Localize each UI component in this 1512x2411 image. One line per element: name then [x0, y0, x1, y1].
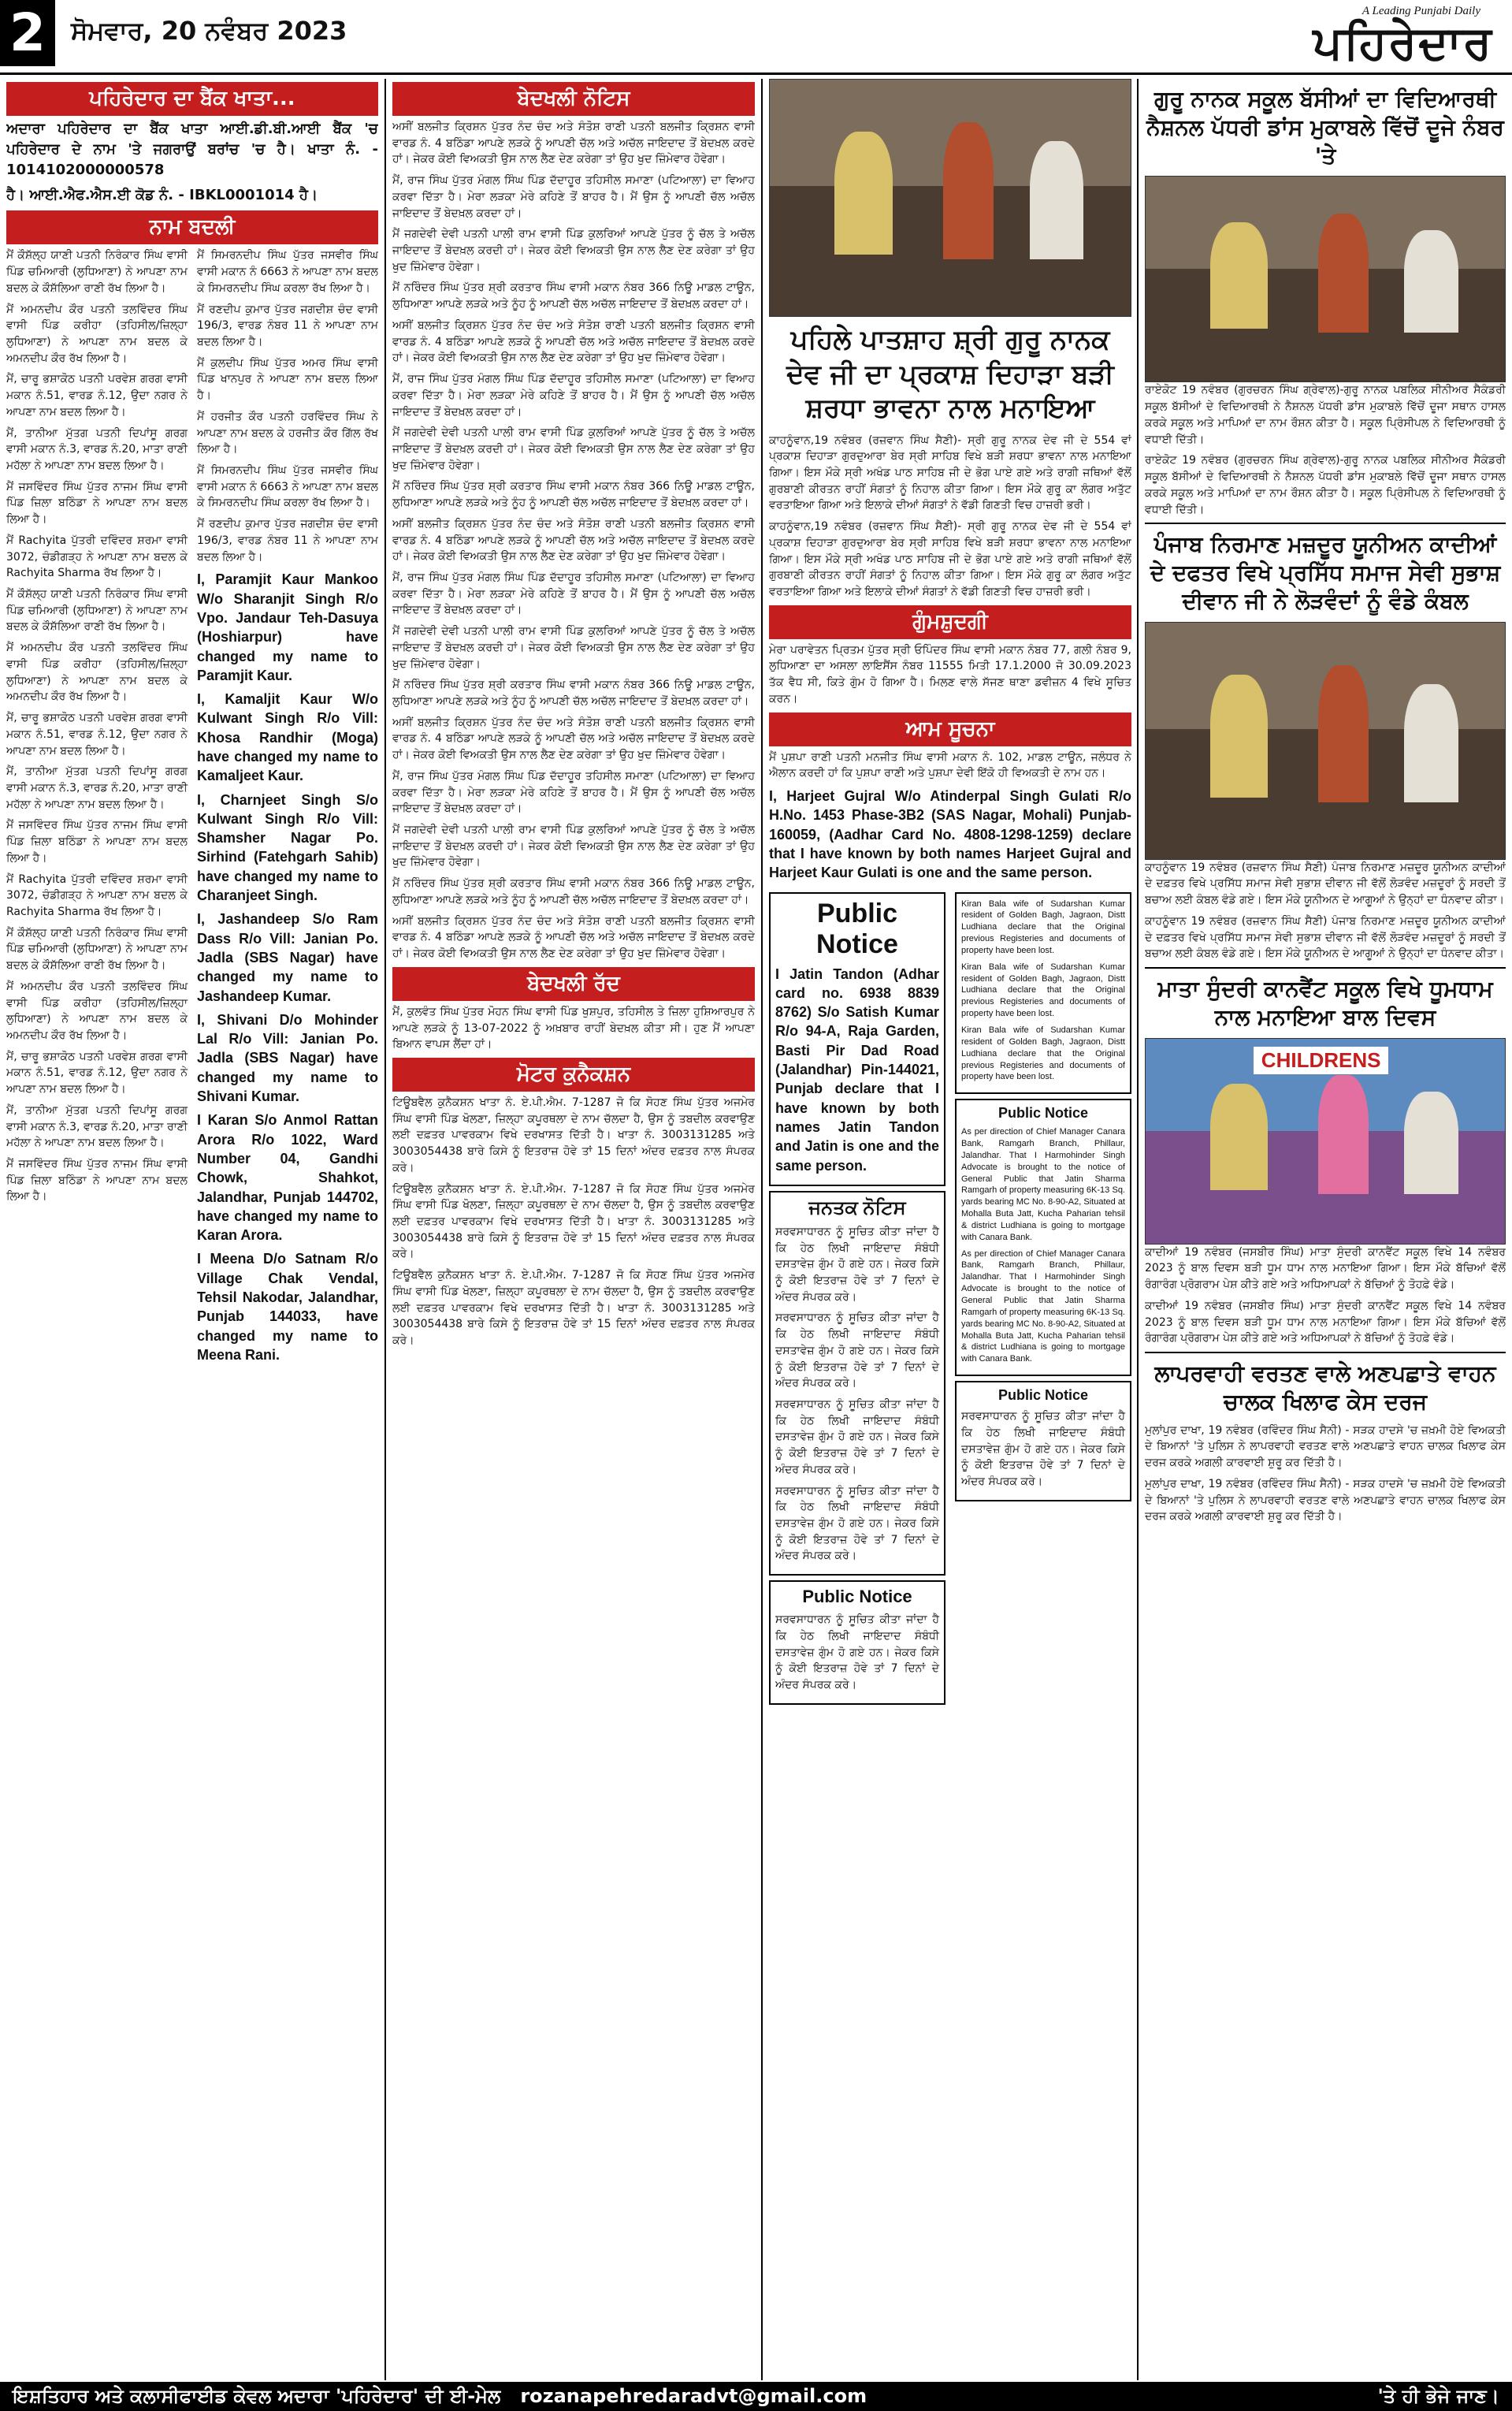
public-notice-title: Public Notice [816, 898, 898, 959]
article-body: ਰਾਏਕੋਟ 19 ਨਵੰਬਰ (ਗੁਰਚਰਨ ਸਿੰਘ ਗ੍ਰੇਵਾਲ)-ਗੁਰੂ ਨਾਨਕ ਪਬਲਿਕ ਸੀਨੀਅਰ ਸੈਕੰਡਰੀ ਸਕੂਲ ਬੱਸੀਆਂ ਦੇ ਵਿਦਿਆਰਥੀ ਨੇ ਨੈਸ਼ਨਲ ਪੱਧਰੀ ਡਾਂਸ ਮੁਕਾਬਲੇ ਵਿੱਚੋਂ ਦੂਜਾ ਸਥਾਨ ਹਾਸਲ ਕਰਕੇ ਸਕੂਲ ਅਤੇ ਮਾਪਿਆਂ ਦਾ ਨਾਮ ਰੌਸ਼ਨ ਕੀਤਾ ਹੈ। ਸਕੂਲ ਪ੍ਰਿੰਸੀਪਲ ਨੇ ਵਿਦਿਆਰਥੀ ਨੂੰ ਵਧਾਈ ਦਿੱਤੀ। [1145, 454, 1506, 516]
gurpurab-headline: ਪਹਿਲੇ ਪਾਤਸ਼ਾਹ ਸ਼੍ਰੀ ਗੁਰੂ ਨਾਨਕ ਦੇਵ ਜੀ ਦਾ ਪ੍ਰਕਾਸ਼ ਦਿਹਾੜਾ ਬੜੀ ਸ਼ਰਧਾ ਭਾਵਨਾ ਨਾਲ ਮਨਾਇਆ [786, 324, 1114, 425]
eviction-notice-title: ਬੇਦਖਲੀ ਨੋਟਿਸ [392, 82, 755, 116]
public-notices-right [955, 887, 1131, 1710]
list-item: ਮੈਂ ਸਿਮਰਨਦੀਪ ਸਿੰਘ ਪੁੱਤਰ ਜਸਵੀਰ ਸਿੰਘ ਵਾਸੀ ਮਕਾਨ ਨੰ 6663 ਨੇ ਆਪਣਾ ਨਾਮ ਬਦਲ ਕੇ ਸਿਮਰਨਦੀਪ ਸਿੰਘ ਕਰਲਾ ਰੱਖ ਲਿਆ ਹੈ। [197, 464, 378, 510]
notice-paragraph: ਮੈਂ ਜਗਦੇਵੀ ਦੇਵੀ ਪਤਨੀ ਪਾਲੀ ਰਾਮ ਵਾਸੀ ਪਿੰਡ ਕੁਲਰਿਆਂ ਆਪਣੇ ਪੁੱਤਰ ਨੂੰ ਚੱਲ ਤੇ ਅਚੱਲ ਜਾਇਦਾਦ ਤੋਂ ਬੇਦਖ਼ਲ ਕਰਦੀ ਹਾਂ। ਜੇਕਰ ਕੋਈ ਵਿਅਕਤੀ ਉਸ ਨਾਲ ਲੈਣ ਦੇਣ ਕਰੇਗਾ ਤਾਂ ਉਹ ਖੁਦ ਜ਼ਿੰਮੇਵਾਰ ਹੋਵੇਗਾ। [392, 625, 755, 671]
english-notice: I Karan S/o Anmol Rattan Arora R/o 1022, Ward Number 04, Gandhi Chowk, Shahkot, Jalandhar, Punjab 144702, have changed my name to Karan Arora. [197, 1112, 378, 1244]
name-change-title: ਨਾਮ ਬਦਲੀ [6, 210, 378, 244]
bank-account-line: ਅਦਾਰਾ ਪਹਿਰੇਦਾਰ ਦਾ ਬੈਂਕ ਖਾਤਾ ਆਈ.ਡੀ.ਬੀ.ਆਈ ਬੈਂਕ 'ਚ ਪਹਿਰੇਦਾਰ ਦੇ ਨਾਮ 'ਤੇ ਜਗਰਾਉਂ ਬਰਾਂਚ 'ਚ ਹੈ। ਖਾਤਾ ਨੰ. - 1014102000000578 [6, 121, 378, 179]
english-notice: I, Shivani D/o Mohinder Lal R/o Vill: Janian Po. Jadla (SBS Nagar) have changed my name to Shivani Kumar. [197, 1011, 378, 1105]
list-item: ਮੈਂ ਕੁਲਦੀਪ ਸਿੰਘ ਪੁੱਤਰ ਅਮਰ ਸਿੰਘ ਵਾਸੀ ਪਿੰਡ ਖਾਨਪੁਰ ਨੇ ਆਪਣਾ ਨਾਮ ਬਦਲ ਲਿਆ ਹੈ। [197, 356, 378, 403]
article-body: ਕਾਹਨੂੰਵਾਨ 19 ਨਵੰਬਰ (ਰਜ਼ਵਾਨ ਸਿੰਘ ਸੈਣੀ) ਪੰਜਾਬ ਨਿਰਮਾਣ ਮਜ਼ਦੂਰ ਯੂਨੀਅਨ ਕਾਦੀਆਂ ਦੇ ਦਫ਼ਤਰ ਵਿਖੇ ਪ੍ਰਸਿੱਧ ਸਮਾਜ ਸੇਵੀ ਸੁਭਾਸ਼ ਦੀਵਾਨ ਜੀ ਵੱਲੋਂ ਲੋੜਵੰਦ ਮਜ਼ਦੂਰਾਂ ਨੂੰ ਸਰਦੀ ਤੋਂ ਬਚਾਅ ਲਈ ਕੰਬਲ ਵੰਡੇ ਗਏ। ਇਸ ਮੌਕੇ ਯੂਨੀਅਨ ਦੇ ਆਗੂਆਂ ਨੇ ਉਨ੍ਹਾਂ ਦਾ ਧੰਨਵਾਦ ਕੀਤਾ। [1145, 861, 1506, 907]
english-notice: I Meena D/o Satnam R/o Village Chak Vendal, Tehsil Nakodar, Jalandhar, Punjab 144033, have changed my name to Meena Rani. [197, 1251, 378, 1363]
janatak-notice-text: ਸਰਵਸਾਧਾਰਨ ਨੂੰ ਸੂਚਿਤ ਕੀਤਾ ਜਾਂਦਾ ਹੈ ਕਿ ਹੇਠ ਲਿਖੀ ਜਾਇਦਾਦ ਸੰਬੰਧੀ ਦਸਤਾਵੇਜ਼ ਗੁੰਮ ਹੋ ਗਏ ਹਨ। ਜੇਕਰ ਕਿਸੇ ਨੂੰ ਕੋਈ ਇਤਰਾਜ਼ ਹੋਵੇ ਤਾਂ 7 ਦਿਨਾਂ ਦੇ ਅੰਦਰ ਸੰਪਰਕ ਕਰੇ। [775, 1225, 939, 1304]
footer-left-text: ਇਸ਼ਤਿਹਾਰ ਅਤੇ ਕਲਾਸੀਫਾਈਡ ਕੇਵਲ ਅਦਾਰਾ 'ਪਹਿਰੇਦਾਰ' ਦੀ ਈ-ਮੇਲ [13, 2385, 501, 2407]
janatak-notice-box [769, 1191, 945, 1576]
public-notice-text: Kiran Bala wife of Sudarshan Kumar resident of Golden Bagh, Jagraon, Distt Ludhiana declare that the Original previous Registeries and documents of property have been lost. [961, 899, 1125, 955]
article-body: ਕਾਹਨੂੰਵਾਨ,19 ਨਵੰਬਰ (ਰਜ਼ਵਾਨ ਸਿੰਘ ਸੈਣੀ)- ਸ੍ਰੀ ਗੁਰੂ ਨਾਨਕ ਦੇਵ ਜੀ ਦੇ 554 ਵਾਂ ਪ੍ਰਕਾਸ਼ ਦਿਹਾੜਾ ਗੁਰਦੁਆਰਾ ਬੇਰ ਸ੍ਰੀ ਸਾਹਿਬ ਵਿਖੇ ਬੜੀ ਸ਼ਰਧਾ ਭਾਵਨਾ ਨਾਲ ਮਨਾਇਆ ਗਿਆ। ਇਸ ਮੌਕੇ ਸ੍ਰੀ ਅਖੰਡ ਪਾਠ ਸਾਹਿਬ ਜੀ ਦੇ ਭੋਗ ਪਾਏ ਗਏ ਅਤੇ ਰਾਗੀ ਜਥਿਆਂ ਵੱਲੋਂ ਗੁਰਬਾਣੀ ਕੀਰਤਨ ਰਾਹੀਂ ਸੰਗਤਾਂ ਨੂੰ ਨਿਹਾਲ ਕੀਤਾ ਗਿਆ। ਇਸ ਮੌਕੇ ਗੁਰੂ ਕਾ ਲੰਗਰ ਅਤੁੱਟ ਵਰਤਾਇਆ ਗਿਆ ਅਤੇ ਇਲਾਕੇ ਦੀਆਂ ਸੰਗਤਾਂ ਨੇ ਵੱਡੀ ਗਿਣਤੀ ਵਿਚ ਹਾਜ਼ਰੀ ਭਰੀ। [769, 433, 1131, 512]
school-dance-headline: ਗੁਰੂ ਨਾਨਕ ਸਕੂਲ ਬੱਸੀਆਂ ਦਾ ਵਿਦਿਆਰਥੀ ਨੈਸ਼ਨਲ ਪੱਧਰੀ ਡਾਂਸ ਮੁਕਾਬਲੇ ਵਿੱਚੋਂ ਦੂਜੇ ਨੰਬਰ 'ਤੇ [1146, 86, 1504, 169]
english-notice: I, Kamaljit Kaur W/o Kulwant Singh R/o Vill: Khosa Randhir (Moga) have changed my name to Kamaljeet Kaur. [197, 691, 378, 784]
school-dance-photo [1145, 176, 1506, 382]
advertising-footer [0, 2382, 1512, 2411]
public-notice-text: ਸਰਵਸਾਧਾਰਨ ਨੂੰ ਸੂਚਿਤ ਕੀਤਾ ਜਾਂਦਾ ਹੈ ਕਿ ਹੇਠ ਲਿਖੀ ਜਾਇਦਾਦ ਸੰਬੰਧੀ ਦਸਤਾਵੇਜ਼ ਗੁੰਮ ਹੋ ਗਏ ਹਨ। ਜੇਕਰ ਕਿਸੇ ਨੂੰ ਕੋਈ ਇਤਰਾਜ਼ ਹੋਵੇ ਤਾਂ 7 ਦਿਨਾਂ ਦੇ ਅੰਦਰ ਸੰਪਰਕ ਕਰੇ। [961, 1410, 1125, 1488]
public-notice-title: Public Notice [997, 1105, 1089, 1122]
notice-paragraph: ਮੈਂ, ਕੁਲਵੰਤ ਸਿੰਘ ਪੁੱਤਰ ਮੋਹਨ ਸਿੰਘ ਵਾਸੀ ਪਿੰਡ ਖੁਸ਼ਪੁਰ, ਤਹਿਸੀਲ ਤੇ ਜ਼ਿਲਾ ਹੁਸ਼ਿਆਰਪੁਰ ਨੇ ਆਪਣੇ ਲੜਕੇ ਨੂੰ 13-07-2022 ਨੂੰ ਅਖ਼ਬਾਰ ਰਾਹੀਂ ਬੇਦਖ਼ਲ ਕੀਤਾ ਸੀ। ਹੁਣ ਮੈਂ ਆਪਣਾ ਬਿਆਨ ਵਾਪਸ ਲੈਂਦਾ ਹਾਂ। [392, 1005, 755, 1051]
notice-paragraph: ਮੈਂ, ਰਾਜ ਸਿੰਘ ਪੁੱਤਰ ਮੰਗਲ ਸਿੰਘ ਪਿੰਡ ਦੱਦਾਹੂਰ ਤਹਿਸੀਲ ਸਮਾਣਾ (ਪਟਿਆਲਾ) ਦਾ ਵਿਆਹ ਕਰਵਾ ਦਿੱਤਾ ਹੈ। ਮੇਰਾ ਲੜਕਾ ਮੇਰੇ ਕਹਿਣੇ ਤੋਂ ਬਾਹਰ ਹੈ। ਮੈਂ ਉਸ ਨੂੰ ਆਪਣੀ ਚੱਲ ਅਚੱਲ ਜਾਇਦਾਦ ਤੋਂ ਬੇਦਖ਼ਲ ਕਰਦਾ ਹਾਂ। [392, 373, 755, 419]
janatak-notice-text: ਸਰਵਸਾਧਾਰਨ ਨੂੰ ਸੂਚਿਤ ਕੀਤਾ ਜਾਂਦਾ ਹੈ ਕਿ ਹੇਠ ਲਿਖੀ ਜਾਇਦਾਦ ਸੰਬੰਧੀ ਦਸਤਾਵੇਜ਼ ਗੁੰਮ ਹੋ ਗਏ ਹਨ। ਜੇਕਰ ਕਿਸੇ ਨੂੰ ਕੋਈ ਇਤਰਾਜ਼ ਹੋਵੇ ਤਾਂ 7 ਦਿਨਾਂ ਦੇ ਅੰਦਰ ਸੰਪਰਕ ਕਰੇ। [775, 1397, 939, 1476]
name-change-right [197, 247, 378, 1369]
list-item: ਮੈਂ Rachyita ਪੁੱਤਰੀ ਦਵਿੰਦਰ ਸ਼ਰਮਾ ਵਾਸੀ 3072, ਚੰਡੀਗੜ੍ਹ ਨੇ ਆਪਣਾ ਨਾਮ ਬਦਲ ਕੇ Rachyita Sharma ਰੱਖ ਲਿਆ ਹੈ। [6, 534, 188, 580]
notice-paragraph: ਮੈਂ ਜਗਦੇਵੀ ਦੇਵੀ ਪਤਨੀ ਪਾਲੀ ਰਾਮ ਵਾਸੀ ਪਿੰਡ ਕੁਲਰਿਆਂ ਆਪਣੇ ਪੁੱਤਰ ਨੂੰ ਚੱਲ ਤੇ ਅਚੱਲ ਜਾਇਦਾਦ ਤੋਂ ਬੇਦਖ਼ਲ ਕਰਦੀ ਹਾਂ। ਜੇਕਰ ਕੋਈ ਵਿਅਕਤੀ ਉਸ ਨਾਲ ਲੈਣ ਦੇਣ ਕਰੇਗਾ ਤਾਂ ਉਹ ਖੁਦ ਜ਼ਿੰਮੇਵਾਰ ਹੋਵੇਗਾ। [392, 228, 755, 273]
notices-column [392, 79, 755, 2376]
list-item: ਮੈਂ ਜਸਵਿੰਦਰ ਸਿੰਘ ਪੁੱਤਰ ਨਾਜਮ ਸਿੰਘ ਵਾਸੀ ਪਿੰਡ ਜ਼ਿਲਾ ਬਠਿੰਡਾ ਨੇ ਆਪਣਾ ਨਾਮ ਬਦਲ ਲਿਆ ਹੈ। [6, 1158, 188, 1204]
public-notice-text: ਸਰਵਸਾਧਾਰਨ ਨੂੰ ਸੂਚਿਤ ਕੀਤਾ ਜਾਂਦਾ ਹੈ ਕਿ ਹੇਠ ਲਿਖੀ ਜਾਇਦਾਦ ਸੰਬੰਧੀ ਦਸਤਾਵੇਜ਼ ਗੁੰਮ ਹੋ ਗਏ ਹਨ। ਜੇਕਰ ਕਿਸੇ ਨੂੰ ਕੋਈ ਇਤਰਾਜ਼ ਹੋਵੇ ਤਾਂ 7 ਦਿਨਾਂ ਦੇ ਅੰਦਰ ਸੰਪਰਕ ਕਰੇ। [775, 1613, 939, 1692]
motor-connection-title: ਮੋਟਰ ਕੁਨੈਕਸ਼ਨ [392, 1058, 755, 1092]
list-item: ਮੈਂ ਅਮਨਦੀਪ ਕੌਰ ਪਤਨੀ ਤਲਵਿੰਦਰ ਸਿੰਘ ਵਾਸੀ ਪਿੰਡ ਕਰੀਹਾ (ਤਹਿਸੀਲ/ਜ਼ਿਲ੍ਹਾ ਲੁਧਿਆਣਾ) ਨੇ ਆਪਣਾ ਨਾਮ ਬਦਲ ਕੇ ਅਮਨਦੀਪ ਕੌਰ ਰੱਖ ਲਿਆ ਹੈ। [6, 303, 188, 365]
name-change-listing [6, 247, 378, 1369]
list-item: ਮੈਂ, ਤਾਨੀਆ ਮੁੱਤਗ ਪਤਨੀ ਦਿਪਾਂਸੂ ਗਰਗ ਵਾਸੀ ਮਕਾਨ ਨੰ.3, ਵਾਰਡ ਨੰ.20, ਮਾਤਾ ਰਾਣੀ ਮਹੱਲਾ ਨੇ ਆਪਣਾ ਨਾਮ ਬਦਲ ਲਿਆ ਹੈ। [6, 426, 188, 472]
notice-paragraph: ਟਿਊਬਵੈਲ ਕੁਨੈਕਸ਼ਨ ਖਾਤਾ ਨੰ. ਏ.ਪੀ.ਐਮ. 7-1287 ਜੋ ਕਿ ਸੋਹਣ ਸਿੰਘ ਪੁੱਤਰ ਅਜਮੇਰ ਸਿੰਘ ਵਾਸੀ ਪਿੰਡ ਖੋਲਣਾ, ਜ਼ਿਲ੍ਹਾ ਕਪੂਰਥਲਾ ਦੇ ਨਾਮ ਚੱਲਦਾ ਹੈ, ਉਸ ਨੂੰ ਤਬਦੀਲ ਕਰਵਾਉਣ ਲਈ ਦਫ਼ਤਰ ਪਾਵਰਕਾਮ ਵਿਖੇ ਦਰਖਾਸਤ ਦਿੱਤੀ ਹੈ। ਖਾਤਾ ਨੰ. 3003131285 ਅਤੇ 3003054438 ਬਾਰੇ ਕਿਸੇ ਨੂੰ ਇਤਰਾਜ਼ ਹੋਵੇ ਤਾਂ 15 ਦਿਨਾਂ ਅੰਦਰ ਦਫ਼ਤਰ ਨਾਲ ਸੰਪਰਕ ਕਰੇ। [392, 1182, 755, 1261]
notice-paragraph: ਮੈਂ, ਰਾਜ ਸਿੰਘ ਪੁੱਤਰ ਮੰਗਲ ਸਿੰਘ ਪਿੰਡ ਦੱਦਾਹੂਰ ਤਹਿਸੀਲ ਸਮਾਣਾ (ਪਟਿਆਲਾ) ਦਾ ਵਿਆਹ ਕਰਵਾ ਦਿੱਤਾ ਹੈ। ਮੇਰਾ ਲੜਕਾ ਮੇਰੇ ਕਹਿਣੇ ਤੋਂ ਬਾਹਰ ਹੈ। ਮੈਂ ਉਸ ਨੂੰ ਆਪਣੀ ਚੱਲ ਅਚੱਲ ਜਾਇਦਾਦ ਤੋਂ ਬੇਦਖ਼ਲ ਕਰਦਾ ਹਾਂ। [392, 174, 755, 220]
page-header [0, 0, 1512, 75]
issue-date: ਸੋਮਵਾਰ, 20 ਨਵੰਬਰ 2023 [71, 16, 347, 46]
classifieds-column [6, 79, 378, 2376]
list-item: ਮੈਂ, ਚਾਰੂ ਭਸ਼ਾਕੋਠ ਪਤਨੀ ਪਰਵੇਸ਼ ਗਰਗ ਵਾਸੀ ਮਕਾਨ ਨੰ.51, ਵਾਰਡ ਨੰ.12, ਉਦਾ ਨਗਰ ਨੇ ਆਪਣਾ ਨਾਮ ਬਦਲ ਲਿਆ ਹੈ। [6, 712, 188, 757]
page-number: 2 [0, 0, 55, 66]
list-item: ਮੈਂ ਅਮਨਦੀਪ ਕੌਰ ਪਤਨੀ ਤਲਵਿੰਦਰ ਸਿੰਘ ਵਾਸੀ ਪਿੰਡ ਕਰੀਹਾ (ਤਹਿਸੀਲ/ਜ਼ਿਲ੍ਹਾ ਲੁਧਿਆਣਾ) ਨੇ ਆਪਣਾ ਨਾਮ ਬਦਲ ਕੇ ਅਮਨਦੀਪ ਕੌਰ ਰੱਖ ਲਿਆ ਹੈ। [6, 642, 188, 704]
notice-paragraph: ਅਸੀਂ ਬਲਜੀਤ ਕ੍ਰਿਸ਼ਨ ਪੁੱਤਰ ਨੰਦ ਚੰਦ ਅਤੇ ਸੰਤੋਸ਼ ਰਾਣੀ ਪਤਨੀ ਬਲਜੀਤ ਕ੍ਰਿਸ਼ਨ ਵਾਸੀ ਵਾਰਡ ਨੰ. 4 ਬਠਿੰਡਾ ਆਪਣੇ ਲੜਕੇ ਨੂੰ ਆਪਣੀ ਚੱਲ ਅਤੇ ਅਚੱਲ ਜਾਇਦਾਦ ਤੋਂ ਬੇਦਖ਼ਲ ਕਰਦੇ ਹਾਂ। ਜੇਕਰ ਕੋਈ ਵਿਅਕਤੀ ਉਸ ਨਾਲ ਲੈਣ ਦੇਣ ਕਰੇਗਾ ਤਾਂ ਉਹ ਖੁਦ ਜ਼ਿੰਮੇਵਾਰ ਹੋਵੇਗਾ। [392, 716, 755, 762]
childrens-day-headline: ਮਾਤਾ ਸੁੰਦਰੀ ਕਾਨਵੈਂਟ ਸਕੂਲ ਵਿਖੇ ਧੂਮਧਾਮ ਨਾਲ ਮਨਾਇਆ ਬਾਲ ਦਿਵਸ [1157, 976, 1493, 1030]
name-change-left [6, 247, 188, 1369]
masthead-tagline: A Leading Punjabi Daily [1362, 5, 1480, 17]
footer-right-text: 'ਤੇ ਹੀ ਭੇਜੇ ਜਾਣ। [1377, 2385, 1499, 2407]
public-notices-grid [769, 887, 1131, 1710]
notice-paragraph: ਮੈਂ ਨਰਿੰਦਰ ਸਿੰਘ ਪੁੱਤਰ ਸ਼੍ਰੀ ਕਰਤਾਰ ਸਿੰਘ ਵਾਸੀ ਮਕਾਨ ਨੰਬਰ 366 ਨਿਊ ਮਾਡਲ ਟਾਊਨ, ਲੁਧਿਆਣਾ ਆਪਣੇ ਲੜਕੇ ਅਤੇ ਨੂੰਹ ਨੂੰ ਆਪਣੀ ਚੱਲ ਅਚੱਲ ਜਾਇਦਾਦ ਤੋਂ ਬੇਦਖ਼ਲ ਕਰਦਾ ਹਾਂ। [392, 877, 755, 906]
bank-account-title: ਪਹਿਰੇਦਾਰ ਦਾ ਬੈਂਕ ਖਾਤਾ... [6, 82, 378, 116]
list-item: ਮੈਂ ਕੌਸ਼ੱਲ੍ਹ ਯਾਣੀ ਪਤਨੀ ਨਿਰੰਕਾਰ ਸਿੰਘ ਵਾਸੀ ਪਿੰਡ ਚਮਿਆਰੀ (ਲੁਧਿਆਣਾ) ਨੇ ਆਪਣਾ ਨਾਮ ਬਦਲ ਕੇ ਕੌਸ਼ੱਲਿਆ ਰਾਣੀ ਰੱਖ ਲਿਆ ਹੈ। [6, 249, 188, 295]
accident-case-headline: ਲਾਪਰਵਾਹੀ ਵਰਤਣ ਵਾਲੇ ਅਣਪਛਾਤੇ ਵਾਹਨ ਚਾਲਕ ਖਿਲਾਫ ਕੇਸ ਦਰਜ [1154, 1360, 1496, 1415]
english-notice: I, Jashandeep S/o Ram Dass R/o Vill: Janian Po. Jadla (SBS Nagar) have changed my name to Jashandeep Kumar. [197, 911, 378, 1004]
notice-paragraph: ਅਸੀਂ ਬਲਜੀਤ ਕ੍ਰਿਸ਼ਨ ਪੁੱਤਰ ਨੰਦ ਚੰਦ ਅਤੇ ਸੰਤੋਸ਼ ਰਾਣੀ ਪਤਨੀ ਬਲਜੀਤ ਕ੍ਰਿਸ਼ਨ ਵਾਸੀ ਵਾਰਡ ਨੰ. 4 ਬਠਿੰਡਾ ਆਪਣੇ ਲੜਕੇ ਨੂੰ ਆਪਣੀ ਚੱਲ ਅਤੇ ਅਚੱਲ ਜਾਇਦਾਦ ਤੋਂ ਬੇਦਖ਼ਲ ਕਰਦੇ ਹਾਂ। ਜੇਕਰ ਕੋਈ ਵਿਅਕਤੀ ਉਸ ਨਾਲ ਲੈਣ ਦੇਣ ਕਰੇਗਾ ਤਾਂ ਉਹ ਖੁਦ ਜ਼ਿੰਮੇਵਾਰ ਹੋਵੇਗਾ। [392, 517, 755, 564]
column-divider [761, 79, 763, 2380]
public-notice-title: Public Notice [802, 1587, 912, 1607]
notice-paragraph: ਮੈਂ ਜਗਦੇਵੀ ਦੇਵੀ ਪਤਨੀ ਪਾਲੀ ਰਾਮ ਵਾਸੀ ਪਿੰਡ ਕੁਲਰਿਆਂ ਆਪਣੇ ਪੁੱਤਰ ਨੂੰ ਚੱਲ ਤੇ ਅਚੱਲ ਜਾਇਦਾਦ ਤੋਂ ਬੇਦਖ਼ਲ ਕਰਦੀ ਹਾਂ। ਜੇਕਰ ਕੋਈ ਵਿਅਕਤੀ ਉਸ ਨਾਲ ਲੈਣ ਦੇਣ ਕਰੇਗਾ ਤਾਂ ਉਹ ਖੁਦ ਜ਼ਿੰਮੇਵਾਰ ਹੋਵੇਗਾ। [392, 824, 755, 869]
public-notice-box [769, 1580, 945, 1705]
list-item: ਮੈਂ Rachyita ਪੁੱਤਰੀ ਦਵਿੰਦਰ ਸ਼ਰਮਾ ਵਾਸੀ 3072, ਚੰਡੀਗੜ੍ਹ ਨੇ ਆਪਣਾ ਨਾਮ ਬਦਲ ਕੇ Rachyita Sharma ਰੱਖ ਲਿਆ ਹੈ। [6, 872, 188, 918]
list-item: ਮੈਂ, ਤਾਨੀਆ ਮੁੱਤਗ ਪਤਨੀ ਦਿਪਾਂਸੂ ਗਰਗ ਵਾਸੀ ਮਕਾਨ ਨੰ.3, ਵਾਰਡ ਨੰ.20, ਮਾਤਾ ਰਾਣੀ ਮਹੱਲਾ ਨੇ ਆਪਣਾ ਨਾਮ ਬਦਲ ਲਿਆ ਹੈ। [6, 765, 188, 811]
notice-paragraph: ਮੈਂ, ਰਾਜ ਸਿੰਘ ਪੁੱਤਰ ਮੰਗਲ ਸਿੰਘ ਪਿੰਡ ਦੱਦਾਹੂਰ ਤਹਿਸੀਲ ਸਮਾਣਾ (ਪਟਿਆਲਾ) ਦਾ ਵਿਆਹ ਕਰਵਾ ਦਿੱਤਾ ਹੈ। ਮੇਰਾ ਲੜਕਾ ਮੇਰੇ ਕਹਿਣੇ ਤੋਂ ਬਾਹਰ ਹੈ। ਮੈਂ ਉਸ ਨੂੰ ਆਪਣੀ ਚੱਲ ਅਚੱਲ ਜਾਇਦਾਦ ਤੋਂ ਬੇਦਖ਼ਲ ਕਰਦਾ ਹਾਂ। [392, 571, 755, 617]
general-notice-title: ਆਮ ਸੂਚਨਾ [769, 713, 1131, 746]
list-item: ਮੈਂ ਕੌਸ਼ੱਲ੍ਹ ਯਾਣੀ ਪਤਨੀ ਨਿਰੰਕਾਰ ਸਿੰਘ ਵਾਸੀ ਪਿੰਡ ਚਮਿਆਰੀ (ਲੁਧਿਆਣਾ) ਨੇ ਆਪਣਾ ਨਾਮ ਬਦਲ ਕੇ ਕੌਸ਼ੱਲਿਆ ਰਾਣੀ ਰੱਖ ਲਿਆ ਹੈ। [6, 588, 188, 634]
janatak-notice-text: ਸਰਵਸਾਧਾਰਨ ਨੂੰ ਸੂਚਿਤ ਕੀਤਾ ਜਾਂਦਾ ਹੈ ਕਿ ਹੇਠ ਲਿਖੀ ਜਾਇਦਾਦ ਸੰਬੰਧੀ ਦਸਤਾਵੇਜ਼ ਗੁੰਮ ਹੋ ਗਏ ਹਨ। ਜੇਕਰ ਕਿਸੇ ਨੂੰ ਕੋਈ ਇਤਰਾਜ਼ ਹੋਵੇ ਤਾਂ 7 ਦਿਨਾਂ ਦੇ ਅੰਦਰ ਸੰਪਰਕ ਕਰੇ। [775, 1312, 939, 1390]
article-body: ਕਾਦੀਆਂ 19 ਨਵੰਬਰ (ਜਸਬੀਰ ਸਿੰਘ) ਮਾਤਾ ਸੁੰਦਰੀ ਕਾਨਵੈਂਟ ਸਕੂਲ ਵਿਖੇ 14 ਨਵੰਬਰ 2023 ਨੂੰ ਬਾਲ ਦਿਵਸ ਬੜੀ ਧੂਮ ਧਾਮ ਨਾਲ ਮਨਾਇਆ ਗਿਆ। ਇਸ ਮੌਕੇ ਬੱਚਿਆਂ ਵੱਲੋਂ ਰੰਗਾਰੰਗ ਪ੍ਰੋਗਰਾਮ ਪੇਸ਼ ਕੀਤੇ ਗਏ ਅਤੇ ਅਧਿਆਪਕਾਂ ਨੇ ਬੱਚਿਆਂ ਨੂੰ ਤੋਹਫ਼ੇ ਵੰਡੇ। [1145, 1299, 1506, 1345]
list-item: ਮੈਂ ਜਸਵਿੰਦਰ ਸਿੰਘ ਪੁੱਤਰ ਨਾਜਮ ਸਿੰਘ ਵਾਸੀ ਪਿੰਡ ਜ਼ਿਲਾ ਬਠਿੰਡਾ ਨੇ ਆਪਣਾ ਨਾਮ ਬਦਲ ਲਿਆ ਹੈ। [6, 480, 188, 526]
notice-paragraph: ਮੈਂ ਨਰਿੰਦਰ ਸਿੰਘ ਪੁੱਤਰ ਸ਼੍ਰੀ ਕਰਤਾਰ ਸਿੰਘ ਵਾਸੀ ਮਕਾਨ ਨੰਬਰ 366 ਨਿਊ ਮਾਡਲ ਟਾਊਨ, ਲੁਧਿਆਣਾ ਆਪਣੇ ਲੜਕੇ ਅਤੇ ਨੂੰਹ ਨੂੰ ਆਪਣੀ ਚੱਲ ਅਚੱਲ ਜਾਇਦਾਦ ਤੋਂ ਬੇਦਖ਼ਲ ਕਰਦਾ ਹਾਂ। [392, 281, 755, 311]
list-item: ਮੈਂ, ਚਾਰੂ ਭਸ਼ਾਕੋਠ ਪਤਨੀ ਪਰਵੇਸ਼ ਗਰਗ ਵਾਸੀ ਮਕਾਨ ਨੰ.51, ਵਾਰਡ ਨੰ.12, ਉਦਾ ਨਗਰ ਨੇ ਆਪਣਾ ਨਾਮ ਬਦਲ ਲਿਆ ਹੈ। [6, 373, 188, 419]
missing-notice-title: ਗੁੰਮਸ਼ੁਦਗੀ [769, 605, 1131, 639]
notice-paragraph: ਮੈਂ ਜਗਦੇਵੀ ਦੇਵੀ ਪਤਨੀ ਪਾਲੀ ਰਾਮ ਵਾਸੀ ਪਿੰਡ ਕੁਲਰਿਆਂ ਆਪਣੇ ਪੁੱਤਰ ਨੂੰ ਚੱਲ ਤੇ ਅਚੱਲ ਜਾਇਦਾਦ ਤੋਂ ਬੇਦਖ਼ਲ ਕਰਦੀ ਹਾਂ। ਜੇਕਰ ਕੋਈ ਵਿਅਕਤੀ ਉਸ ਨਾਲ ਲੈਣ ਦੇਣ ਕਰੇਗਾ ਤਾਂ ਉਹ ਖੁਦ ਜ਼ਿੰਮੇਵਾਰ ਹੋਵੇਗਾ। [392, 426, 755, 472]
public-notice-text: As per direction of Chief Manager Canara Bank, Ramgarh Branch, Phillaur, Jalandhar. That I Harmohinder Singh Advocate is brought to the notice of General Public that Jatin Sharma Ramgarh of property measuring 6K-13 Sq. yards bearing MC No. 8-90-A2, Situated at Mohalla Buta Jatt, Kucha Paharian tehsil & district Ludhiana is going to mortgage with Canara Bank. [961, 1127, 1125, 1242]
list-item: ਮੈਂ ਰਣਦੀਪ ਕੁਮਾਰ ਪੁੱਤਰ ਜਗਦੀਸ਼ ਚੰਦ ਵਾਸੀ 196/3, ਵਾਰਡ ਨੰਬਰ 11 ਨੇ ਆਪਣਾ ਨਾਮ ਬਦਲ ਲਿਆ ਹੈ। [197, 518, 378, 564]
article-body: ਮੁਲਾਂਪੁਰ ਦਾਖਾ, 19 ਨਵੰਬਰ (ਰਵਿੰਦਰ ਸਿੰਘ ਸੈਨੀ) - ਸੜਕ ਹਾਦਸੇ 'ਚ ਜ਼ਖ਼ਮੀ ਹੋਏ ਵਿਅਕਤੀ ਦੇ ਬਿਆਨਾਂ 'ਤੇ ਪੁਲਿਸ ਨੇ ਲਾਪਰਵਾਹੀ ਵਰਤਣ ਵਾਲੇ ਅਣਪਛਾਤੇ ਵਾਹਨ ਚਾਲਕ ਖਿਲਾਫ ਕੇਸ ਦਰਜ ਕਰਕੇ ਅਗਲੀ ਕਾਰਵਾਈ ਸ਼ੁਰੂ ਕਰ ਦਿੱਤੀ ਹੈ। [1145, 1423, 1506, 1470]
notice-paragraph: ਟਿਊਬਵੈਲ ਕੁਨੈਕਸ਼ਨ ਖਾਤਾ ਨੰ. ਏ.ਪੀ.ਐਮ. 7-1287 ਜੋ ਕਿ ਸੋਹਣ ਸਿੰਘ ਪੁੱਤਰ ਅਜਮੇਰ ਸਿੰਘ ਵਾਸੀ ਪਿੰਡ ਖੋਲਣਾ, ਜ਼ਿਲ੍ਹਾ ਕਪੂਰਥਲਾ ਦੇ ਨਾਮ ਚੱਲਦਾ ਹੈ, ਉਸ ਨੂੰ ਤਬਦੀਲ ਕਰਵਾਉਣ ਲਈ ਦਫ਼ਤਰ ਪਾਵਰਕਾਮ ਵਿਖੇ ਦਰਖਾਸਤ ਦਿੱਤੀ ਹੈ। ਖਾਤਾ ਨੰ. 3003131285 ਅਤੇ 3003054438 ਬਾਰੇ ਕਿਸੇ ਨੂੰ ਇਤਰਾਜ਼ ਹੋਵੇ ਤਾਂ 15 ਦਿਨਾਂ ਅੰਦਰ ਦਫ਼ਤਰ ਨਾਲ ਸੰਪਰਕ ਕਰੇ। [392, 1096, 755, 1174]
column-divider [385, 79, 386, 2380]
notice-paragraph: ਮੈਂ ਨਰਿੰਦਰ ਸਿੰਘ ਪੁੱਤਰ ਸ਼੍ਰੀ ਕਰਤਾਰ ਸਿੰਘ ਵਾਸੀ ਮਕਾਨ ਨੰਬਰ 366 ਨਿਊ ਮਾਡਲ ਟਾਊਨ, ਲੁਧਿਆਣਾ ਆਪਣੇ ਲੜਕੇ ਅਤੇ ਨੂੰਹ ਨੂੰ ਆਪਣੀ ਚੱਲ ਅਚੱਲ ਜਾਇਦਾਦ ਤੋਂ ਬੇਦਖ਼ਲ ਕਰਦਾ ਹਾਂ। [392, 480, 755, 510]
list-item: ਮੈਂ ਸਿਮਰਨਦੀਪ ਸਿੰਘ ਪੁੱਤਰ ਜਸਵੀਰ ਸਿੰਘ ਵਾਸੀ ਮਕਾਨ ਨੰ 6663 ਨੇ ਆਪਣਾ ਨਾਮ ਬਦਲ ਕੇ ਸਿਮਰਨਦੀਪ ਸਿੰਘ ਕਰਲਾ ਰੱਖ ਲਿਆ ਹੈ। [197, 249, 378, 295]
english-notice: I, Harjeet Gujral W/o Atinderpal Singh Gulati R/o H.No. 1453 Phase-3B2 (SAS Nagar, Mohali) Punjab-160059, (Aadhar Card No. 4808-1298-1259) declare that I have known by both names Harjeet Gujral and Harjeet Kaur Gulati is one and the same person. [769, 788, 1131, 881]
notice-paragraph: ਮੈਂ ਨਰਿੰਦਰ ਸਿੰਘ ਪੁੱਤਰ ਸ਼੍ਰੀ ਕਰਤਾਰ ਸਿੰਘ ਵਾਸੀ ਮਕਾਨ ਨੰਬਰ 366 ਨਿਊ ਮਾਡਲ ਟਾਊਨ, ਲੁਧਿਆਣਾ ਆਪਣੇ ਲੜਕੇ ਅਤੇ ਨੂੰਹ ਨੂੰ ਆਪਣੀ ਚੱਲ ਅਚੱਲ ਜਾਇਦਾਦ ਤੋਂ ਬੇਦਖ਼ਲ ਕਰਦਾ ਹਾਂ। [392, 679, 755, 708]
public-notice-box [769, 892, 945, 1186]
list-item: ਮੈਂ, ਤਾਨੀਆ ਮੁੱਤਗ ਪਤਨੀ ਦਿਪਾਂਸੂ ਗਰਗ ਵਾਸੀ ਮਕਾਨ ਨੰ.3, ਵਾਰਡ ਨੰ.20, ਮਾਤਾ ਰਾਣੀ ਮਹੱਲਾ ਨੇ ਆਪਣਾ ਨਾਮ ਬਦਲ ਲਿਆ ਹੈ। [6, 1103, 188, 1150]
list-item: ਮੈਂ ਹਰਜੀਤ ਕੌਰ ਪਤਨੀ ਹਰਵਿੰਦਰ ਸਿੰਘ ਨੇ ਆਪਣਾ ਨਾਮ ਬਦਲ ਕੇ ਹਰਜੀਤ ਕੌਰ ਗਿੱਲ ਰੱਖ ਲਿਆ ਹੈ। [197, 410, 378, 456]
public-notice-box [955, 892, 1131, 1095]
public-notice-text: As per direction of Chief Manager Canara Bank, Ramgarh Branch, Phillaur, Jalandhar. That I Harmohinder Singh Advocate is brought to the notice of General Public that Jatin Sharma Ramgarh of property measuring 6K-13 Sq. yards bearing MC No. 8-90-A2, Situated at Mohalla Buta Jatt, Kucha Paharian tehsil & district Ludhiana is going to mortgage with Canara Bank. [961, 1248, 1125, 1364]
masthead-logo: ਪਹਿਰੇਦਾਰ [1313, 16, 1493, 69]
notice-paragraph: ਟਿਊਬਵੈਲ ਕੁਨੈਕਸ਼ਨ ਖਾਤਾ ਨੰ. ਏ.ਪੀ.ਐਮ. 7-1287 ਜੋ ਕਿ ਸੋਹਣ ਸਿੰਘ ਪੁੱਤਰ ਅਜਮੇਰ ਸਿੰਘ ਵਾਸੀ ਪਿੰਡ ਖੋਲਣਾ, ਜ਼ਿਲ੍ਹਾ ਕਪੂਰਥਲਾ ਦੇ ਨਾਮ ਚੱਲਦਾ ਹੈ, ਉਸ ਨੂੰ ਤਬਦੀਲ ਕਰਵਾਉਣ ਲਈ ਦਫ਼ਤਰ ਪਾਵਰਕਾਮ ਵਿਖੇ ਦਰਖਾਸਤ ਦਿੱਤੀ ਹੈ। ਖਾਤਾ ਨੰ. 3003131285 ਅਤੇ 3003054438 ਬਾਰੇ ਕਿਸੇ ਨੂੰ ਇਤਰਾਜ਼ ਹੋਵੇ ਤਾਂ 15 ਦਿਨਾਂ ਅੰਦਰ ਦਫ਼ਤਰ ਨਾਲ ਸੰਪਰਕ ਕਰੇ। [392, 1269, 755, 1347]
article-body: ਰਾਏਕੋਟ 19 ਨਵੰਬਰ (ਗੁਰਚਰਨ ਸਿੰਘ ਗ੍ਰੇਵਾਲ)-ਗੁਰੂ ਨਾਨਕ ਪਬਲਿਕ ਸੀਨੀਅਰ ਸੈਕੰਡਰੀ ਸਕੂਲ ਬੱਸੀਆਂ ਦੇ ਵਿਦਿਆਰਥੀ ਨੇ ਨੈਸ਼ਨਲ ਪੱਧਰੀ ਡਾਂਸ ਮੁਕਾਬਲੇ ਵਿੱਚੋਂ ਦੂਜਾ ਸਥਾਨ ਹਾਸਲ ਕਰਕੇ ਸਕੂਲ ਅਤੇ ਮਾਪਿਆਂ ਦਾ ਨਾਮ ਰੌਸ਼ਨ ਕੀਤਾ ਹੈ। ਸਕੂਲ ਪ੍ਰਿੰਸੀਪਲ ਨੇ ਵਿਦਿਆਰਥੀ ਨੂੰ ਵਧਾਈ ਦਿੱਤੀ। [1145, 384, 1506, 446]
bank-ifsc-line: ਹੈ। ਆਈ.ਐਫ.ਐਸ.ਈ ਕੋਡ ਨੰ. - IBKL0001014 ਹੈ। [6, 187, 318, 204]
list-item: ਮੈਂ ਅਮਨਦੀਪ ਕੌਰ ਪਤਨੀ ਤਲਵਿੰਦਰ ਸਿੰਘ ਵਾਸੀ ਪਿੰਡ ਕਰੀਹਾ (ਤਹਿਸੀਲ/ਜ਼ਿਲ੍ਹਾ ਲੁਧਿਆਣਾ) ਨੇ ਆਪਣਾ ਨਾਮ ਬਦਲ ਕੇ ਅਮਨਦੀਪ ਕੌਰ ਰੱਖ ਲਿਆ ਹੈ। [6, 980, 188, 1042]
english-notice: I, Paramjit Kaur Mankoo W/o Sharanjit Singh R/o Vpo. Jandaur Teh-Dasuya (Hoshiarpur) have changed my name to Paramjit Kaur. [197, 571, 378, 683]
article-body: ਕਾਹਨੂੰਵਾਨ 19 ਨਵੰਬਰ (ਰਜ਼ਵਾਨ ਸਿੰਘ ਸੈਣੀ) ਪੰਜਾਬ ਨਿਰਮਾਣ ਮਜ਼ਦੂਰ ਯੂਨੀਅਨ ਕਾਦੀਆਂ ਦੇ ਦਫ਼ਤਰ ਵਿਖੇ ਪ੍ਰਸਿੱਧ ਸਮਾਜ ਸੇਵੀ ਸੁਭਾਸ਼ ਦੀਵਾਨ ਜੀ ਵੱਲੋਂ ਲੋੜਵੰਦ ਮਜ਼ਦੂਰਾਂ ਨੂੰ ਸਰਦੀ ਤੋਂ ਬਚਾਅ ਲਈ ਕੰਬਲ ਵੰਡੇ ਗਏ। ਇਸ ਮੌਕੇ ਯੂਨੀਅਨ ਦੇ ਆਗੂਆਂ ਨੇ ਉਨ੍ਹਾਂ ਦਾ ਧੰਨਵਾਦ ਕੀਤਾ। [1145, 914, 1506, 961]
public-notice-title: Public Notice [997, 1387, 1089, 1404]
public-notices-left [769, 887, 945, 1710]
notice-paragraph: ਮੇਰਾ ਪਰਾਵੇਤਨ ਪ੍ਰਿਤਮ ਪੁੱਤਰ ਸ੍ਰੀ ਓਪਿੰਦਰ ਸਿੰਘ ਵਾਸੀ ਮਕਾਨ ਨੰਬਰ 77, ਗਲੀ ਨੰਬਰ 9, ਲੁਧਿਆਣਾ ਦਾ ਅਸਲਾ ਲਾਇਸੈਂਸ ਨੰਬਰ 11555 ਮਿਤੀ 17.1.2000 ਜੋ 30.09.2023 ਤੱਕ ਵੈਧ ਸੀ, ਕਿਤੇ ਗੁੰਮ ਹੋ ਗਿਆ ਹੈ। ਮਿਲਣ ਵਾਲੇ ਸੱਜਣ ਥਾਣਾ ਡਵੀਜ਼ਨ 4 ਵਿਖੇ ਸੂਚਿਤ ਕਰਨ। [769, 643, 1131, 705]
column-divider [1137, 79, 1139, 2380]
list-item: ਮੈਂ ਕੌਸ਼ੱਲ੍ਹ ਯਾਣੀ ਪਤਨੀ ਨਿਰੰਕਾਰ ਸਿੰਘ ਵਾਸੀ ਪਿੰਡ ਚਮਿਆਰੀ (ਲੁਧਿਆਣਾ) ਨੇ ਆਪਣਾ ਨਾਮ ਬਦਲ ਕੇ ਕੌਸ਼ੱਲਿਆ ਰਾਣੀ ਰੱਖ ਲਿਆ ਹੈ। [6, 926, 188, 973]
childrens-banner: CHILDRENS [1254, 1047, 1389, 1074]
public-notice-text: Kiran Bala wife of Sudarshan Kumar resident of Golden Bagh, Jagraon, Distt Ludhiana declare that the Original previous Registeries and documents of property have been lost. [961, 962, 1125, 1019]
janatak-notice-text: ਸਰਵਸਾਧਾਰਨ ਨੂੰ ਸੂਚਿਤ ਕੀਤਾ ਜਾਂਦਾ ਹੈ ਕਿ ਹੇਠ ਲਿਖੀ ਜਾਇਦਾਦ ਸੰਬੰਧੀ ਦਸਤਾਵੇਜ਼ ਗੁੰਮ ਹੋ ਗਏ ਹਨ। ਜੇਕਰ ਕਿਸੇ ਨੂੰ ਕੋਈ ਇਤਰਾਜ਼ ਹੋਵੇ ਤਾਂ 7 ਦਿਨਾਂ ਦੇ ਅੰਦਰ ਸੰਪਰਕ ਕਰੇ। [775, 1484, 939, 1563]
blanket-distribution-headline: ਪੰਜਾਬ ਨਿਰਮਾਣ ਮਜ਼ਦੂਰ ਯੂਨੀਅਨ ਕਾਦੀਆਂ ਦੇ ਦਫਤਰ ਵਿਖੇ ਪ੍ਰਸਿੱਧ ਸਮਾਜ ਸੇਵੀ ਸੁਭਾਸ਼ ਦੀਵਾਨ ਜੀ ਨੇ ਲੋੜਵੰਦਾਂ ਨੂੰ ਵੰਡੇ ਕੰਬਲ [1150, 531, 1501, 614]
eviction-cancel-title: ਬੇਦਖਲੀ ਰੱਦ [392, 967, 755, 1001]
footer-email[interactable]: rozanapehredaradvt@gmail.com [520, 2385, 867, 2407]
news-column [1145, 79, 1506, 2376]
public-notice-box [955, 1381, 1131, 1501]
list-item: ਮੈਂ ਜਸਵਿੰਦਰ ਸਿੰਘ ਪੁੱਤਰ ਨਾਜਮ ਸਿੰਘ ਵਾਸੀ ਪਿੰਡ ਜ਼ਿਲਾ ਬਠਿੰਡਾ ਨੇ ਆਪਣਾ ਨਾਮ ਬਦਲ ਲਿਆ ਹੈ। [6, 819, 188, 865]
gurpurab-photo [769, 79, 1131, 317]
notice-paragraph: ਅਸੀਂ ਬਲਜੀਤ ਕ੍ਰਿਸ਼ਨ ਪੁੱਤਰ ਨੰਦ ਚੰਦ ਅਤੇ ਸੰਤੋਸ਼ ਰਾਣੀ ਪਤਨੀ ਬਲਜੀਤ ਕ੍ਰਿਸ਼ਨ ਵਾਸੀ ਵਾਰਡ ਨੰ. 4 ਬਠਿੰਡਾ ਆਪਣੇ ਲੜਕੇ ਨੂੰ ਆਪਣੀ ਚੱਲ ਅਤੇ ਅਚੱਲ ਜਾਇਦਾਦ ਤੋਂ ਬੇਦਖ਼ਲ ਕਰਦੇ ਹਾਂ। ਜੇਕਰ ਕੋਈ ਵਿਅਕਤੀ ਉਸ ਨਾਲ ਲੈਣ ਦੇਣ ਕਰੇਗਾ ਤਾਂ ਉਹ ਖੁਦ ਜ਼ਿੰਮੇਵਾਰ ਹੋਵੇਗਾ। [392, 914, 755, 961]
notice-paragraph: ਅਸੀਂ ਬਲਜੀਤ ਕ੍ਰਿਸ਼ਨ ਪੁੱਤਰ ਨੰਦ ਚੰਦ ਅਤੇ ਸੰਤੋਸ਼ ਰਾਣੀ ਪਤਨੀ ਬਲਜੀਤ ਕ੍ਰਿਸ਼ਨ ਵਾਸੀ ਵਾਰਡ ਨੰ. 4 ਬਠਿੰਡਾ ਆਪਣੇ ਲੜਕੇ ਨੂੰ ਆਪਣੀ ਚੱਲ ਅਤੇ ਅਚੱਲ ਜਾਇਦਾਦ ਤੋਂ ਬੇਦਖ਼ਲ ਕਰਦੇ ਹਾਂ। ਜੇਕਰ ਕੋਈ ਵਿਅਕਤੀ ਉਸ ਨਾਲ ਲੈਣ ਦੇਣ ਕਰੇਗਾ ਤਾਂ ਉਹ ਖੁਦ ਜ਼ਿੰਮੇਵਾਰ ਹੋਵੇਗਾ। [392, 318, 755, 365]
janatak-notice-title: ਜਨਤਕ ਨੋਟਿਸ [808, 1196, 906, 1219]
childrens-day-photo [1145, 1038, 1506, 1245]
article-body: ਮੁਲਾਂਪੁਰ ਦਾਖਾ, 19 ਨਵੰਬਰ (ਰਵਿੰਦਰ ਸਿੰਘ ਸੈਨੀ) - ਸੜਕ ਹਾਦਸੇ 'ਚ ਜ਼ਖ਼ਮੀ ਹੋਏ ਵਿਅਕਤੀ ਦੇ ਬਿਆਨਾਂ 'ਤੇ ਪੁਲਿਸ ਨੇ ਲਾਪਰਵਾਹੀ ਵਰਤਣ ਵਾਲੇ ਅਣਪਛਾਤੇ ਵਾਹਨ ਚਾਲਕ ਖਿਲਾਫ ਕੇਸ ਦਰਜ ਕਰਕੇ ਅਗਲੀ ਕਾਰਵਾਈ ਸ਼ੁਰੂ ਕਰ ਦਿੱਤੀ ਹੈ। [1145, 1477, 1506, 1524]
list-item: ਮੈਂ, ਚਾਰੂ ਭਸ਼ਾਕੋਠ ਪਤਨੀ ਪਰਵੇਸ਼ ਗਰਗ ਵਾਸੀ ਮਕਾਨ ਨੰ.51, ਵਾਰਡ ਨੰ.12, ਉਦਾ ਨਗਰ ਨੇ ਆਪਣਾ ਨਾਮ ਬਦਲ ਲਿਆ ਹੈ। [6, 1050, 188, 1096]
notice-paragraph: ਮੈਂ, ਰਾਜ ਸਿੰਘ ਪੁੱਤਰ ਮੰਗਲ ਸਿੰਘ ਪਿੰਡ ਦੱਦਾਹੂਰ ਤਹਿਸੀਲ ਸਮਾਣਾ (ਪਟਿਆਲਾ) ਦਾ ਵਿਆਹ ਕਰਵਾ ਦਿੱਤਾ ਹੈ। ਮੇਰਾ ਲੜਕਾ ਮੇਰੇ ਕਹਿਣੇ ਤੋਂ ਬਾਹਰ ਹੈ। ਮੈਂ ਉਸ ਨੂੰ ਆਪਣੀ ਚੱਲ ਅਚੱਲ ਜਾਇਦਾਦ ਤੋਂ ਬੇਦਖ਼ਲ ਕਰਦਾ ਹਾਂ। [392, 769, 755, 816]
blanket-distribution-photo [1145, 622, 1506, 860]
public-notice-box [955, 1099, 1131, 1376]
article-body: ਕਾਹਨੂੰਵਾਨ,19 ਨਵੰਬਰ (ਰਜ਼ਵਾਨ ਸਿੰਘ ਸੈਣੀ)- ਸ੍ਰੀ ਗੁਰੂ ਨਾਨਕ ਦੇਵ ਜੀ ਦੇ 554 ਵਾਂ ਪ੍ਰਕਾਸ਼ ਦਿਹਾੜਾ ਗੁਰਦੁਆਰਾ ਬੇਰ ਸ੍ਰੀ ਸਾਹਿਬ ਵਿਖੇ ਬੜੀ ਸ਼ਰਧਾ ਭਾਵਨਾ ਨਾਲ ਮਨਾਇਆ ਗਿਆ। ਇਸ ਮੌਕੇ ਸ੍ਰੀ ਅਖੰਡ ਪਾਠ ਸਾਹਿਬ ਜੀ ਦੇ ਭੋਗ ਪਾਏ ਗਏ ਅਤੇ ਰਾਗੀ ਜਥਿਆਂ ਵੱਲੋਂ ਗੁਰਬਾਣੀ ਕੀਰਤਨ ਰਾਹੀਂ ਸੰਗਤਾਂ ਨੂੰ ਨਿਹਾਲ ਕੀਤਾ ਗਿਆ। ਇਸ ਮੌਕੇ ਗੁਰੂ ਕਾ ਲੰਗਰ ਅਤੁੱਟ ਵਰਤਾਇਆ ਗਿਆ ਅਤੇ ਇਲਾਕੇ ਦੀਆਂ ਸੰਗਤਾਂ ਨੇ ਵੱਡੀ ਗਿਣਤੀ ਵਿਚ ਹਾਜ਼ਰੀ ਭਰੀ। [769, 520, 1131, 599]
notice-paragraph: ਮੈਂ ਪੁਸ਼ਪਾ ਰਾਣੀ ਪਤਨੀ ਮਨਜੀਤ ਸਿੰਘ ਵਾਸੀ ਮਕਾਨ ਨੰ. 102, ਮਾਡਲ ਟਾਊਨ, ਜਲੰਧਰ ਨੇ ਐਲਾਨ ਕਰਦੀ ਹਾਂ ਕਿ ਪੁਸ਼ਪਾ ਰਾਣੀ ਅਤੇ ਪੁਸ਼ਪਾ ਦੇਵੀ ਇੱਕੋ ਹੀ ਵਿਅਕਤੀ ਦੇ ਨਾਮ ਹਨ। [769, 750, 1131, 780]
article-body: ਕਾਦੀਆਂ 19 ਨਵੰਬਰ (ਜਸਬੀਰ ਸਿੰਘ) ਮਾਤਾ ਸੁੰਦਰੀ ਕਾਨਵੈਂਟ ਸਕੂਲ ਵਿਖੇ 14 ਨਵੰਬਰ 2023 ਨੂੰ ਬਾਲ ਦਿਵਸ ਬੜੀ ਧੂਮ ਧਾਮ ਨਾਲ ਮਨਾਇਆ ਗਿਆ। ਇਸ ਮੌਕੇ ਬੱਚਿਆਂ ਵੱਲੋਂ ਰੰਗਾਰੰਗ ਪ੍ਰੋਗਰਾਮ ਪੇਸ਼ ਕੀਤੇ ਗਏ ਅਤੇ ਅਧਿਆਪਕਾਂ ਨੇ ਬੱਚਿਆਂ ਨੂੰ ਤੋਹਫ਼ੇ ਵੰਡੇ। [1145, 1245, 1506, 1292]
list-item: ਮੈਂ ਰਣਦੀਪ ਕੁਮਾਰ ਪੁੱਤਰ ਜਗਦੀਸ਼ ਚੰਦ ਵਾਸੀ 196/3, ਵਾਰਡ ਨੰਬਰ 11 ਨੇ ਆਪਣਾ ਨਾਮ ਬਦਲ ਲਿਆ ਹੈ। [197, 303, 378, 348]
public-notice-text: I Jatin Tandon (Adhar card no. 6938 8839 8762) S/o Satish Kumar R/o 94-A, Raja Garden, Basti Pir Dad Road (Jalandhar) Pin-144021, Punjab declare that I have known by both names Jatin Tandon and Jatin is one and the same person. [775, 966, 939, 1174]
news-notices-column [769, 79, 1131, 2376]
footer-text [13, 2382, 867, 2411]
public-notice-text: Kiran Bala wife of Sudarshan Kumar resident of Golden Bagh, Jagraon, Distt Ludhiana declare that the Original previous Registeries and documents of property have been lost. [961, 1025, 1125, 1082]
notice-paragraph: ਅਸੀਂ ਬਲਜੀਤ ਕ੍ਰਿਸ਼ਨ ਪੁੱਤਰ ਨੰਦ ਚੰਦ ਅਤੇ ਸੰਤੋਸ਼ ਰਾਣੀ ਪਤਨੀ ਬਲਜੀਤ ਕ੍ਰਿਸ਼ਨ ਵਾਸੀ ਵਾਰਡ ਨੰ. 4 ਬਠਿੰਡਾ ਆਪਣੇ ਲੜਕੇ ਨੂੰ ਆਪਣੀ ਚੱਲ ਅਤੇ ਅਚੱਲ ਜਾਇਦਾਦ ਤੋਂ ਬੇਦਖ਼ਲ ਕਰਦੇ ਹਾਂ। ਜੇਕਰ ਕੋਈ ਵਿਅਕਤੀ ਉਸ ਨਾਲ ਲੈਣ ਦੇਣ ਕਰੇਗਾ ਤਾਂ ਉਹ ਖੁਦ ਜ਼ਿੰਮੇਵਾਰ ਹੋਵੇਗਾ। [392, 121, 755, 166]
english-notice: I, Charnjeet Singh S/o Kulwant Singh R/o Vill: Shamsher Nagar Po. Sirhind (Fatehgarh Sahib) have changed my name to Charanjeet Singh. [197, 791, 378, 904]
